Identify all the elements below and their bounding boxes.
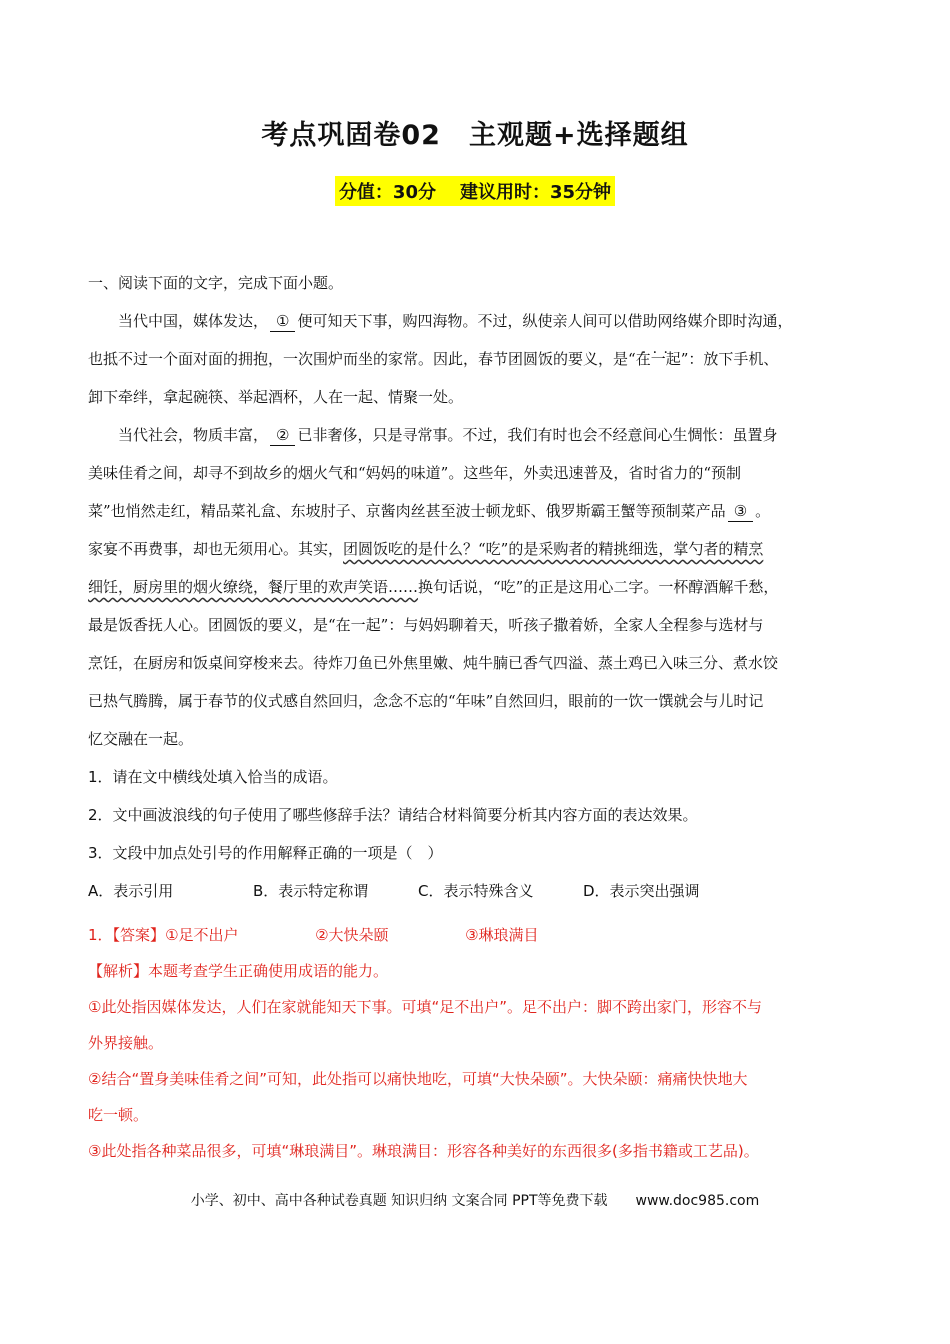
passage-line xyxy=(88,302,863,340)
passage-line: 卸下牵绊，拿起碗筷、举起酒杯，人在一起、情聚一处。 xyxy=(88,388,464,406)
answer-1: ①足不出户 xyxy=(165,926,239,944)
subtitle-wrap xyxy=(0,176,950,206)
answer-line xyxy=(88,917,868,953)
passage-line xyxy=(88,340,863,378)
question-3: 3．文段中加点处引号的作用解释正确的一项是（ ） xyxy=(88,844,443,862)
passage-line: 忆交融在一起。 xyxy=(88,730,194,748)
page-footer: 小学、初中、高中各种试卷真题 知识归纳 文案合同 PPT等免费下载 www.doc985.com xyxy=(190,1193,760,1209)
answer-num: 1． xyxy=(88,926,113,944)
option-d: D．表示突出强调 xyxy=(583,882,700,900)
passage-line xyxy=(88,530,863,568)
dotted-text: · · · 在一起 xyxy=(636,350,681,368)
passage-line: 最是饭香抚人心。团圆饭的要义，是“在一起”：与妈妈聊着天，听孩子撒着娇，全家人全程参与选材与 xyxy=(88,616,764,634)
passage-line: 烹饪，在厨房和饭桌间穿梭来去。待炸刀鱼已外焦里嫩、炖牛腩已香气四溢、蒸土鸡已入味三分、煮水饺 xyxy=(88,654,779,672)
passage-line: 已热气腾腾，属于春节的仪式感自然回归，念念不忘的“年味”自然回归，眼前的一饮一馔就会与儿时记 xyxy=(88,692,764,710)
explanation-line: ①此处指因媒体发达，人们在家就能知天下事。可填“足不出户”。足不出户：脚不跨出家门，形容不与 xyxy=(88,998,762,1016)
analysis-label: 【解析】本题考查学生正确使用成语的能力。 xyxy=(88,962,389,980)
text: 也抵不过一个面对面的拥抱，一次围炉而坐的家常。因此，春节团圆饭的要义，是“ xyxy=(88,350,636,368)
time-label: 建议用时：35分钟 xyxy=(460,182,612,203)
blank-2: ② xyxy=(270,425,295,446)
passage-line xyxy=(88,492,863,530)
text: 菜”也悄然走红，精品菜礼盒、东坡肘子、京酱肉丝甚至波士顿龙虾、俄罗斯霸王蟹等预制菜产品 xyxy=(88,502,726,520)
explanation-line: ②结合“置身美味佳肴之间”可知，此处指可以痛快地吃，可填“大快朵颐”。大快朵颐：痛痛快快地大 xyxy=(88,1070,748,1088)
passage-line xyxy=(88,568,863,606)
answer-section xyxy=(88,917,868,1169)
passage-line xyxy=(88,416,863,454)
text: 换句话说，“吃”的正是这用心二字。一杯醇酒解千愁， xyxy=(418,578,779,596)
option-b: B．表示特定称谓 xyxy=(253,882,369,900)
score-label: 分值：30分 xyxy=(338,182,436,203)
text: 已非奢侈，只是寻常事。不过，我们有时也会不经意间心生惆怅：虽置身 xyxy=(297,426,778,444)
options-row xyxy=(88,872,863,910)
answer-3: ③琳琅满目 xyxy=(465,926,539,944)
text: 便可知天下事，购四海物。不过，纵使亲人间可以借助网络媒介即时沟通， xyxy=(297,312,793,330)
subtitle-highlight xyxy=(335,176,615,206)
blank-3: ③ xyxy=(728,501,753,522)
explanation-line: 外界接触。 xyxy=(88,1034,164,1052)
question-1: 1．请在文中横线处填入恰当的成语。 xyxy=(88,768,338,786)
reading-section xyxy=(88,264,863,910)
wavy-text: 团圆饭吃的是什么？“吃”的是采购者的精挑细选，掌勺者的精烹 xyxy=(343,540,764,558)
wavy-text: 细饪，厨房里的烟火缭绕，餐厅里的欢声笑语…… xyxy=(88,578,419,596)
text: ”：放下手机、 xyxy=(680,350,779,368)
text: 。 xyxy=(755,502,771,520)
answer-2: ②大快朵颐 xyxy=(315,926,389,944)
answer-label: 【答案】 xyxy=(112,926,166,944)
section-header: 一、阅读下面的文字，完成下面小题。 xyxy=(88,274,344,292)
text: 当代中国，媒体发达， xyxy=(118,312,269,330)
text: 家宴不再费事，却也无须用心。其实， xyxy=(88,540,344,558)
passage-line: 美味佳肴之间，却寻不到故乡的烟火气和“妈妈的味道”。这些年，外卖迅速普及，省时省力的“预制 xyxy=(88,464,742,482)
explanation-line: 吃一顿。 xyxy=(88,1106,149,1124)
page-title: 考点巩固卷02 主观题+选择题组 xyxy=(261,120,689,151)
explanation-line: ③此处指各种菜品很多，可填“琳琅满目”。琳琅满目：形容各种美好的东西很多(多指书籍或工艺品)。 xyxy=(88,1142,759,1160)
blank-1: ① xyxy=(270,311,295,332)
text: 当代社会，物质丰富， xyxy=(118,426,269,444)
question-2: 2．文中画波浪线的句子使用了哪些修辞手法？请结合材料简要分析其内容方面的表达效果。 xyxy=(88,806,698,824)
option-c: C．表示特殊含义 xyxy=(418,882,534,900)
option-a: A．表示引用 xyxy=(88,882,174,900)
